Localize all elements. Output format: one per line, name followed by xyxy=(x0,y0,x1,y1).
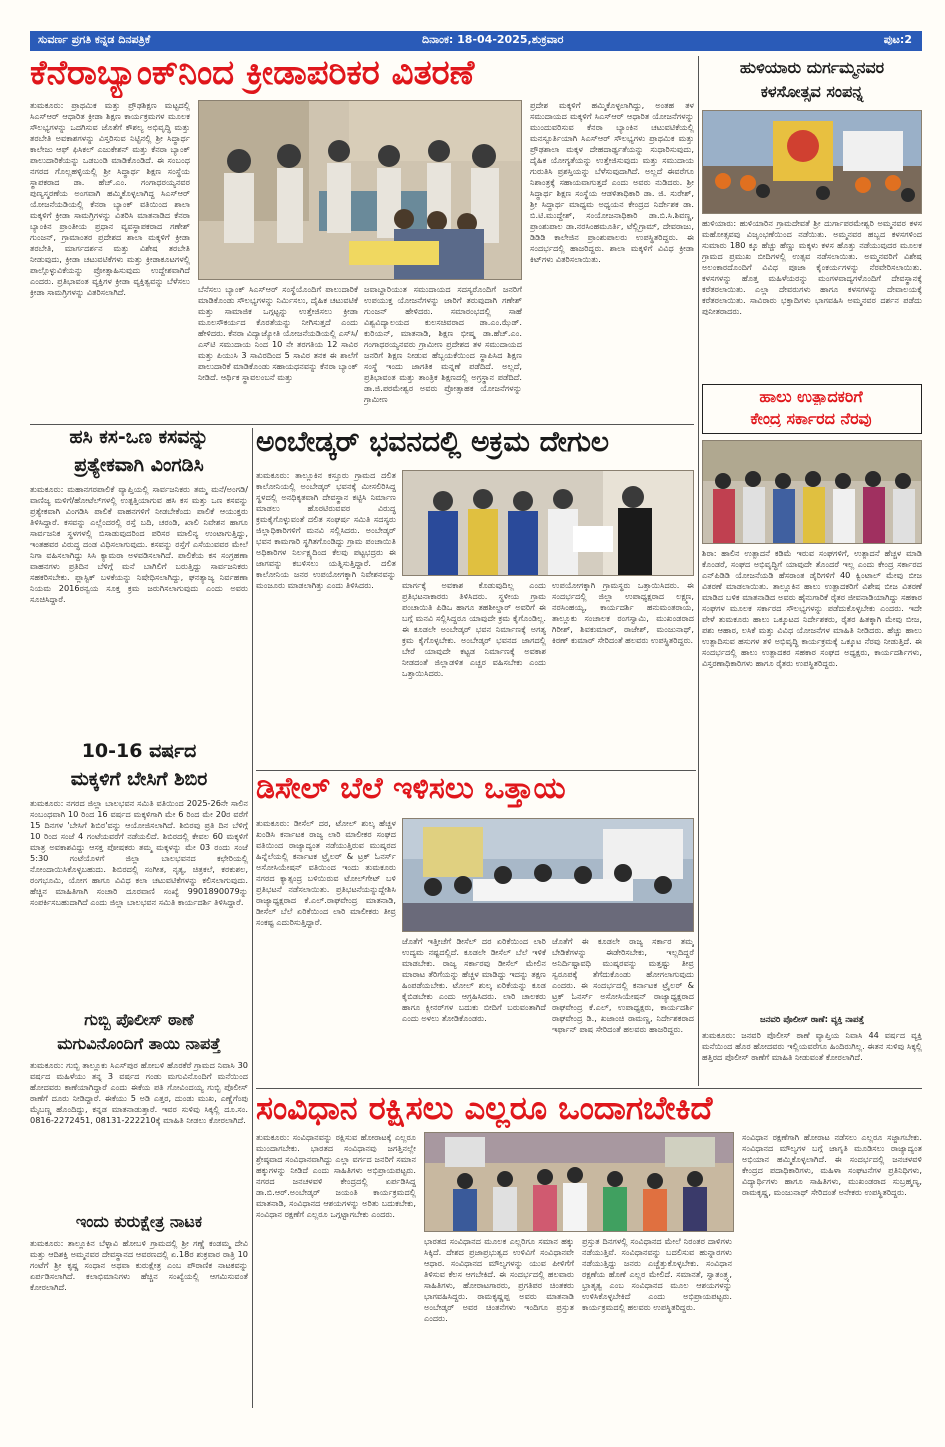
waste-headline-line2: ಪ್ರತ್ಯೇಕವಾಗಿ ವಿಂಗಡಿಸಿ xyxy=(74,456,204,476)
constitution-body-col3: ಪ್ರಸ್ತುತ ದಿನಗಳಲ್ಲಿ ಸಂವಿಧಾನದ ಮೇಲೆ ನಿರಂತರ ದಾಳಿಗಳು ನಡೆಯುತ್ತಿವೆ. ಸಂವಿಧಾನವನ್ನು ಬದಲಿಸುವ ಹುನ್ನಾರಗಳು ನಡೆಯುತ್ತಿದ್ದು ಜನರು ಎಚ್ಚೆತ್ತುಕೊಳ್ಳಬೇಕು. ಸಂವಿಧಾನ ರಕ್ಷಣೆಯ ಹೊಣೆ ಎಲ್ಲರ ಮೇಲಿದೆ. ಸಮಾನತೆ, ಸ್ವಾತಂತ್ರ್ಯ, ಭ್ರಾತೃತ್ವ ಎಂಬ ಸಂವಿಧಾನದ ಮೂಲ ಆಶಯಗಳನ್ನು ಉಳಿಸಿಕೊಳ್ಳಬೇಕಿದೆ ಎಂದು ಅಭಿಪ್ರಾಯಪಟ್ಟರು. ಕಾರ್ಯಕ್ರಮದಲ್ಲಿ ಹಲವರು ಉಪಸ್ಥಿತರಿದ್ದರು. xyxy=(582,1236,732,1312)
ambedkar-headline: ಅಂಬೇಡ್ಕರ್ ಭವನದಲ್ಲಿ ಅಕ್ರಮ ದೇಗುಲ xyxy=(256,428,610,458)
drama-body: ತುಮಕೂರು: ತಾಲ್ಲೂಕಿನ ಬೆಳ್ಳಾವಿ ಹೋಬಳಿ ಗ್ರಾಮದಲ್ಲಿ ಶ್ರೀ ಗಣ್ಣೆ ಕಂಡಮ್ಮ ದೇವಿ ಮತ್ತು ಆದಿಶಕ್ತಿ ಅಮ್ಮನವರ ದೇವಸ್ಥಾನದ ಆವರಣದಲ್ಲಿ ಏ.18ರ ಶುಕ್ರವಾರ ರಾತ್ರಿ 10 ಗಂಟೆಗೆ ಶ್ರೀ ಕೃಷ್ಣ ಸಂಧಾನ ಅಥವಾ ಕುರುಕ್ಷೇತ್ರ ಎಂಬ ಪೌರಾಣಿಕ ನಾಟಕವನ್ನು ಏರ್ಪಡಿಸಲಾಗಿದೆ. ಕಲಾಭಿಮಾನಿಗಳು ಹೆಚ್ಚಿನ ಸಂಖ್ಯೆಯಲ್ಲಿ ಆಗಮಿಸುವಂತೆ ಕೋರಲಾಗಿದೆ. xyxy=(30,1238,248,1292)
camp-headline-line2: ಮಕ್ಕಳಿಗೆ ಬೇಸಿಗೆ ಶಿಬಿರ xyxy=(70,770,208,790)
constitution-photo-image xyxy=(425,1133,734,1232)
ambedkar-body-col3: ಮಾರ್ಗಕ್ಕೆ ಅವಕಾಶ ಕೊಡುವುದಿಲ್ಲ ಎಂದು ಪ್ರತಿಭಟನಾಕಾರರು ತಿಳಿಸಿದರು. ಸ್ಥಳೀಯ ಗ್ರಾಮ ಪಂಚಾಯಿತಿ ಪಿಡಿಒ ಹಾಗೂ ತಹಶೀಲ್ದಾರ್ ಅವರಿಗೆ ಈ ಬಗ್ಗೆ ಮನವಿ ಸಲ್ಲಿಸಿದ್ದರೂ ಯಾವುದೇ ಕ್ರಮ ಕೈಗೊಂಡಿಲ್ಲ. ಈ ಕೂಡಲೇ ಅಂಬೇಡ್ಕರ್ ಭವನ ನಿರ್ಮಾಣಕ್ಕೆ ಅಗತ್ಯ ಕ್ರಮ ಕೈಗೊಳ್ಳಬೇಕು. ಅಂಬೇಡ್ಕರ್ ಭವನದ ಜಾಗದಲ್ಲಿ ಬೇರೆ ಯಾವುದೇ ಕಟ್ಟಡ ನಿರ್ಮಾಣಕ್ಕೆ ಅವಕಾಶ ನೀಡದಂತೆ ಜಿಲ್ಲಾಡಳಿತ ಎಚ್ಚರ ವಹಿಸಬೇಕು ಎಂದು ಒತ್ತಾಯಿಸಿದರು. xyxy=(402,580,546,678)
ambedkar-photo-image xyxy=(403,471,694,576)
ambedkar-body-col4: ಉಪಯೋಗಕ್ಕಾಗಿ ಗ್ರಾಮಸ್ಥರು ಒತ್ತಾಯಿಸಿದರು. ಈ ಸಂದರ್ಭದಲ್ಲಿ ಜಿಲ್ಲಾ ಉಪಾಧ್ಯಕ್ಷರಾದ ಲಕ್ಷ್ಮಣ, ನರಸಿಂಹಯ್ಯ, ಕಾರ್ಯದರ್ಶಿ ಹನುಮಂತರಾಯ, ತಾಲ್ಲೂಕು ಸಂಚಾಲಕ ರಂಗಸ್ವಾಮಿ, ಮುಖಂಡರಾದ ಗಿರೀಶ್, ಶಿವಕುಮಾರ್, ರಾಜೇಶ್, ಮಂಜುನಾಥ್, ಕಿರಣ್ ಕುಮಾರ್ ಸೇರಿದಂತೆ ಹಲವರು ಉಪಸ್ಥಿತರಿದ್ದರು. xyxy=(552,580,694,645)
gubbi-headline-line2: ಮಗುವಿನೊಂದಿಗೆ ತಾಯಿ ನಾಪತ್ತೆ xyxy=(57,1036,221,1053)
missing-person-subheading: ಜನವರಿ ಪೊಲೀಸ್ ಠಾಣೆ: ವ್ಯಕ್ತಿ ನಾಪತ್ತೆ xyxy=(759,1016,864,1025)
section-rule-2 xyxy=(256,770,696,771)
milk-photo-image xyxy=(703,441,922,544)
milk-body: ಶಿರಾ: ಹಾಲಿನ ಉತ್ಪಾದನೆ ಕಡಿಮೆ ಇರುವ ಸಂಘಗಳಿಗೆ, ಉತ್ಪಾದನೆ ಹೆಚ್ಚಳ ಮಾಡಿ ಕೊಂಡರೆ, ಸಂಘದ ಅಭಿವೃದ್ಧಿಗೆ ಯಾವುದೇ ತೊಂದರೆ ಇಲ್ಲ ಎಂದು ಕೇಂದ್ರ ಸರ್ಕಾರದ ಎನ್‌ಪಿಡಿಡಿ ಯೋಜನೆಯಡಿ ಹೆಸರಾಂತ ಡೈರಿಗಳಿಗೆ 40 ಕ್ವಿಂಟಾಲ್ ಮೇವು ಬೀಜ ವಿತರಣೆ ಮಾಡಲಾಯಿತು. ತಾಲ್ಲೂಕಿನ ಹಾಲು ಉತ್ಪಾದಕರಿಗೆ ವಿಶೇಷ ಬೀಜ ವಿತರಣೆ ಮಾಡಿದ ಬಳಿಕ ಮಾತನಾಡಿದ ಅವರು ಹೈನುಗಾರಿಕೆ ರೈತರ ಜೀವನಾಡಿಯಾಗಿದ್ದು ಸಹಕಾರ ಸಂಘಗಳ ಮೂಲಕ ಸರ್ಕಾರದ ಸೌಲಭ್ಯಗಳನ್ನು ಪಡೆದುಕೊಳ್ಳಬೇಕು ಎಂದರು. ಇದೇ ವೇಳೆ ತುಮಕೂರು ಹಾಲು ಒಕ್ಕೂಟದ ನಿರ್ದೇಶಕರು, ರೈತರ ಹಿತಕ್ಕಾಗಿ ಮೇವು ಬೀಜ, ಪಶು ಆಹಾರ, ಲಸಿಕೆ ಮತ್ತು ವಿವಿಧ ಯೋಜನೆಗಳ ಮಾಹಿತಿ ನೀಡಿದರು. ಹೆಚ್ಚು ಹಾಲು ಉತ್ಪಾದಿಸುವ ಹಸುಗಳ ತಳಿ ಅಭಿವೃದ್ಧಿ ಕಾರ್ಯಕ್ರಮಕ್ಕೆ ಒಕ್ಕೂಟ ನೆರವು ನೀಡುತ್ತಿದೆ. ಈ ಸಂದರ್ಭದಲ್ಲಿ ಹಾಲು ಉತ್ಪಾದಕರ ಸಹಕಾರ ಸಂಘದ ಅಧ್ಯಕ್ಷರು, ಕಾರ್ಯದರ್ಶಿಗಳು, ವಿಸ್ತರಣಾಧಿಕಾರಿಗಳು ಹಾಗೂ ರೈತರು ಉಪಸ್ಥಿತರಿದ್ದರು. xyxy=(702,548,922,668)
page-number: ಪುಟ:2 xyxy=(883,33,912,46)
constitution-body-col2: ಭಾರತದ ಸಂವಿಧಾನದ ಮೂಲಕ ಎಲ್ಲರಿಗೂ ಸಮಾನ ಹಕ್ಕು ಸಿಕ್ಕಿದೆ. ದೇಶದ ಪ್ರಜಾಪ್ರಭುತ್ವದ ಉಳಿವಿಗೆ ಸಂವಿಧಾನವೇ ಆಧಾರ. ಸಂವಿಧಾನದ ಮೌಲ್ಯಗಳನ್ನು ಯುವ ಪೀಳಿಗೆಗೆ ತಿಳಿಸುವ ಕೆಲಸ ಆಗಬೇಕಿದೆ. ಈ ಸಂದರ್ಭದಲ್ಲಿ ಹಲವಾರು ಸಾಹಿತಿಗಳು, ಹೋರಾಟಗಾರರು, ಪ್ರಗತಿಪರ ಚಿಂತಕರು ಭಾಗವಹಿಸಿದ್ದರು. ರಾಮಕೃಷ್ಣಪ್ಪ ಅವರು ಮಾತನಾಡಿ ಅಂಬೇಡ್ಕರ್ ಅವರ ಚಿಂತನೆಗಳು ಇಂದಿಗೂ ಪ್ರಸ್ತುತ ಎಂದರು. xyxy=(424,1236,574,1323)
milk-headline-line2: ಕೇಂದ್ರ ಸರ್ಕಾರದ ನೆರವು xyxy=(750,411,872,427)
constitution-body-col4: ಸಂವಿಧಾನ ರಕ್ಷಣೆಗಾಗಿ ಹೋರಾಟ ನಡೆಸಲು ಎಲ್ಲರೂ ಸಜ್ಜಾಗಬೇಕು. ಸಂವಿಧಾನದ ಮೌಲ್ಯಗಳ ಬಗ್ಗೆ ಜಾಗೃತಿ ಮೂಡಿಸಲು ರಾಜ್ಯಾದ್ಯಂತ ಅಭಿಯಾನ ಹಮ್ಮಿಕೊಳ್ಳಲಾಗಿದೆ. ಈ ಸಂದರ್ಭದಲ್ಲಿ ಜನಚಳವಳಿ ಕೇಂದ್ರದ ಪದಾಧಿಕಾರಿಗಳು, ಮಹಿಳಾ ಸಂಘಟನೆಗಳ ಪ್ರತಿನಿಧಿಗಳು, ವಿದ್ಯಾರ್ಥಿಗಳು ಹಾಗೂ ಸಾಹಿತಿಗಳು, ಮುಖಂಡರಾದ ಸುಬ್ರಹ್ಮಣ್ಯ, ರಾಮಕೃಷ್ಣ, ಮಂಜುನಾಥ್ ಸೇರಿದಂತೆ ಅನೇಕರು ಉಪಸ್ಥಿತರಿದ್ದರು. xyxy=(742,1132,922,1197)
ambedkar-body-col1: ತುಮಕೂರು: ತಾಲ್ಲೂಕಿನ ಕಸ್ತೂರು ಗ್ರಾಮದ ದಲಿತ ಕಾಲೋನಿಯಲ್ಲಿ ಅಂಬೇಡ್ಕರ್ ಭವನಕ್ಕೆ ಮೀಸಲಿರಿಸಿದ್ದ ಸ್ಥಳದಲ್ಲಿ ಅನಧಿಕೃತವಾಗಿ ದೇವಸ್ಥಾನ ಕಟ್ಟಿಸಿ ನಿರ್ಮಾಣ ಮಾಡಲು ಹೊರಟಿರುವವರ ವಿರುದ್ಧ ಕ್ರಮಕೈಗೊಳ್ಳುವಂತೆ ದಲಿತ ಸಂಘರ್ಷ ಸಮಿತಿ ಸದಸ್ಯರು ಜಿಲ್ಲಾಧಿಕಾರಿಗಳಿಗೆ ಮನವಿ ಸಲ್ಲಿಸಿದರು. ಅಂಬೇಡ್ಕರ್ ಭವನ ಕಾಮಗಾರಿ ಸ್ಥಗಿತಗೊಂಡಿದ್ದು ಗ್ರಾಮ ಪಂಚಾಯಿತಿ ಅಧಿಕಾರಿಗಳ ನಿರ್ಲಕ್ಷ್ಯದಿಂದ ಕೆಲವು ಪಟ್ಟಭದ್ರರು ಈ ಜಾಗವನ್ನು ಕಬಳಿಸಲು ಯತ್ನಿಸುತ್ತಿದ್ದಾರೆ. ದಲಿತ ಕಾಲೋನಿಯ ಜನರ ಉಪಯೋಗಕ್ಕಾಗಿ ನಿವೇಶನವನ್ನು ಮಂಜೂರು ಮಾಡಲಾಗಿತ್ತು ಎಂದು ತಿಳಿಸಿದರು. xyxy=(256,470,396,590)
canara-headline: ಕೆನೆರಾಬ್ಯಾಂಕ್‌ನಿಂದ ಕ್ರೀಡಾಪರಿಕರ ವಿತರಣೆ xyxy=(30,56,475,93)
section-rule-3 xyxy=(256,1088,922,1089)
masthead-band xyxy=(30,31,922,51)
huliyar-headline-line2: ಕಳಸೋತ್ಸವ ಸಂಪನ್ನ xyxy=(760,84,864,101)
huliyar-photo xyxy=(702,110,922,214)
diesel-body-col2: ಜೊತೆಗೆ ಇತ್ತೀಚೆಗೆ ಡೀಸೆಲ್ ದರ ಏರಿಕೆಯಿಂದ ಲಾರಿ ಉದ್ಯಮ ನಷ್ಟದಲ್ಲಿದೆ. ಕೂಡಲೇ ಡೀಸೆಲ್ ಬೆಲೆ ಇಳಿಕೆ ಮಾಡಬೇಕು. ರಾಜ್ಯ ಸರ್ಕಾರವು ಡೀಸೆಲ್ ಮೇಲಿನ ಮಾರಾಟ ತೆರಿಗೆಯನ್ನು ಹೆಚ್ಚಳ ಮಾಡಿದ್ದು ಇದನ್ನು ತಕ್ಷಣ ಹಿಂಪಡೆಯಬೇಕು. ಟೋಲ್ ಶುಲ್ಕ ಏರಿಕೆಯನ್ನು ಕೂಡ ಕೈಬಿಡಬೇಕು ಎಂದು ಆಗ್ರಹಿಸಿದರು. ಲಾರಿ ಚಾಲಕರು ಹಾಗೂ ಕ್ಲೀನರ್‌ಗಳ ಬದುಕು ಬೀದಿಗೆ ಬರುವಂತಾಗಿದೆ ಎಂದು ಅಳಲು ತೋಡಿಕೊಂಡರು. xyxy=(402,936,546,1023)
issue-date: ದಿನಾಂಕ: 18-04-2025,ಶುಕ್ರವಾರ xyxy=(422,33,564,46)
canara-photo-image xyxy=(199,101,522,280)
constitution-body-col1: ತುಮಕೂರು: ಸಂವಿಧಾನವನ್ನು ರಕ್ಷಿಸುವ ಹೋರಾಟಕ್ಕೆ ಎಲ್ಲರೂ ಮುಂದಾಗಬೇಕು. ಭಾರತದ ಸಂವಿಧಾನವು ಜಗತ್ತಿನಲ್ಲೇ ಶ್ರೇಷ್ಠವಾದ ಸಂವಿಧಾನವಾಗಿದ್ದು ಎಲ್ಲಾ ವರ್ಗದ ಜನರಿಗೆ ಸಮಾನ ಹಕ್ಕುಗಳನ್ನು ನೀಡಿದೆ ಎಂದು ಸಾಹಿತಿಗಳು ಅಭಿಪ್ರಾಯಪಟ್ಟರು. ನಗರದ ಜನಚಳವಳಿ ಕೇಂದ್ರದಲ್ಲಿ ಏರ್ಪಡಿಸಿದ್ದ ಡಾ.ಬಿ.ಆರ್.ಅಂಬೇಡ್ಕರ್ ಜಯಂತಿ ಕಾರ್ಯಕ್ರಮದಲ್ಲಿ ಮಾತನಾಡಿ, ಸಂವಿಧಾನದ ಆಶಯಗಳನ್ನು ಅರಿತು ಬದುಕಬೇಕು, ಸಂವಿಧಾನ ರಕ್ಷಣೆಗೆ ಎಲ್ಲರೂ ಒಗ್ಗಟ್ಟಾಗಬೇಕು ಎಂದರು. xyxy=(256,1132,416,1219)
column-rule-right xyxy=(698,56,699,1086)
canara-body-col4: ಪ್ರದೇಶ ಮಕ್ಕಳಿಗೆ ಹಮ್ಮಿಕೊಳ್ಳಲಾಗಿದ್ದು, ಅಂತಹ ತಳ ಸಮುದಾಯದ ಮಕ್ಕಳಿಗೆ ಸಿಎಸ್‌ಆರ್ ಆಧಾರಿತ ಯೋಜನೆಗಳನ್ನು ಮುಂದುವರಿಸುವ ಕೆನರಾ ಬ್ಯಾಂಕಿನ ಚಟುವಟಿಕೆಯಲ್ಲಿ ಮನಸ್ಪೂರ್ತಿಯಾಗಿ ಸಿಎಸ್‌ಆರ್ ಸೌಲಭ್ಯಗಳು ಪ್ರಾಥಮಿಕ ಮತ್ತು ಪ್ರೌಢಶಾಲಾ ಮಕ್ಕಳ ದೇಹದಾರ್ಢ್ಯತೆಯನ್ನು ಸುಧಾರಿಸುವುದು, ದೈಹಿಕ ಯೋಗ್ಯತೆಯನ್ನು ಉತ್ತೇಜಿಸುವುದು ಮತ್ತು ಸಮುದಾಯ ಗುರುತಿಸಿ ಪ್ರಶಸ್ತಿಯನ್ನು ಬೆಳೆಸುವುದಾಗಿದೆ. ಅಲ್ಲದೆ ಈವರೆಗೂ ನಿಶಾಂತ್ರಕ್ಕೆ ಸಹಾಯವಾಗುತ್ತದೆ ಎಂದು ಅವರು ನುಡಿದರು. ಶ್ರೀ ಸಿದ್ಧಾರ್ಥ ಶಿಕ್ಷಣ ಸಂಸ್ಥೆಯ ಆಡಳಿತಾಧಿಕಾರಿ ಡಾ. ಜಿ. ಸುರೇಶ್, ಶ್ರೀ ಸಿದ್ಧಾರ್ಥ ಮಾಧ್ಯಮ ಅಧ್ಯಯನ ಕೇಂದ್ರದ ನಿರ್ದೇಶಕ ಡಾ. ಬಿ.ಟಿ.ಮುದ್ದೇಶ್, ಸಂಯೋಜನಾಧಿಕಾರಿ ಡಾ.ಬಿ.ಸಿ.ಶಿವಣ್ಣ, ಪ್ರಾಂಶುಪಾಲ ಡಾ.ನರಸಿಂಹಮೂರ್ತಿ, ಟೆಲ್ಲಿಗ್ರಾಮ್, ದೇವರಾಜು, ಡಿಡಿಡಿ ಕಾಲೇಜಿನ ಪ್ರಾಂಶುಪಾಲರು ಉಪಸ್ಥಿತರಿದ್ದರು. ಈ ಸಂದರ್ಭದಲ್ಲಿ ಹಾಜರಿದ್ದರು. ಶಾಲಾ ಮಕ್ಕಳಿಗೆ ವಿವಿಧ ಕ್ರೀಡಾ ಕಿಟ್‌ಗಳು ವಿತರಿಸಲಾಯಿತು. xyxy=(530,100,694,264)
section-rule-1 xyxy=(30,424,694,425)
camp-headline-line1: 10-16 ವರ್ಷದ xyxy=(81,742,197,762)
camp-body: ತುಮಕೂರು: ನಗರದ ಜಿಲ್ಲಾ ಬಾಲಭವನ ಸಮಿತಿ ವತಿಯಿಂದ 2025-26ನೇ ಸಾಲಿನ ಸಂಬಂಧವಾಗಿ 10 ರಿಂದ 16 ವರ್ಷದ ಮಕ್ಕಳಿಗಾಗಿ ಮೇ 6 ರಿಂದ ಮೇ 20ರ ವರೆಗೆ 15 ದಿನಗಳ 'ಬೇಸಿಗೆ ಶಿಬಿರ'ವನ್ನು ಆಯೋಜಿಸಲಾಗಿದೆ. ಶಿಬಿರವು ಪ್ರತಿ ದಿನ ಬೆಳಿಗ್ಗೆ 10 ರಿಂದ ಸಂಜೆ 4 ಗಂಟೆಯವರೆಗೆ ನಡೆಯಲಿದೆ. ಶಿಬಿರದಲ್ಲಿ ಕೇವಲ 60 ಮಕ್ಕಳಿಗೆ ಮಾತ್ರ ಅವಕಾಶವಿದ್ದು ಆಸಕ್ತ ಪೋಷಕರು ತಮ್ಮ ಮಕ್ಕಳನ್ನು ಮೇ 03 ರಂದು ಸಂಜೆ 5:30 ಗಂಟೆಯೊಳಗೆ ಜಿಲ್ಲಾ ಬಾಲಭವನದ ಕಛೇರಿಯಲ್ಲಿ ನೋಂದಾಯಿಸಿಕೊಳ್ಳಬಹುದು. ಶಿಬಿರದಲ್ಲಿ ಸಂಗೀತ, ನೃತ್ಯ, ಚಿತ್ರಕಲೆ, ಕರಕುಶಲ, ರಂಗಭೂಮಿ, ಯೋಗ ಹಾಗೂ ವಿವಿಧ ಕಲಾ ಚಟುವಟಿಕೆಗಳನ್ನು ಕಲಿಸಲಾಗುವುದು. ಹೆಚ್ಚಿನ ಮಾಹಿತಿಗಾಗಿ ಸಂಚಾರಿ ದೂರವಾಣಿ ಸಂಖ್ಯೆ 9901890079ನ್ನು ಸಂಪರ್ಕಿಸಬಹುದಾಗಿದೆ ಎಂದು ಜಿಲ್ಲಾ ಬಾಲಭವನ ಸಮಿತಿ ಕಾರ್ಯದರ್ಶಿ ತಿಳಿಸಿದ್ದಾರೆ. xyxy=(30,798,248,907)
canara-body-col3: ಜವಾಬ್ದಾರಿಯುತ ಸಮುದಾಯದ ಸದಸ್ಯರೊಂದಿಗೆ ಜನರಿಗೆ ಉಪಯುಕ್ತ ಯೋಜನೆಗಳನ್ನು ಜಾರಿಗೆ ತರುವುದಾಗಿ ಗಣೇಶ್ ಗುಂಜನ್ ಹೇಳಿದರು. ಸಮಾರಂಭದಲ್ಲಿ ಸಾಹೆ ವಿಶ್ವವಿದ್ಯಾಲಯದ ಕುಲಸಚಿವರಾದ ಡಾ.ಎಂ.ಝೆಡ್. ಕುರಿಯನ್, ಮಾತನಾಡಿ, ಶಿಕ್ಷಣ ಭೀಷ್ಮ ಡಾ.ಹೆಚ್.ಎಂ. ಗಂಗಾಧರಯ್ಯನವರು ಗ್ರಾಮೀಣ ಪ್ರದೇಶದ ತಳ ಸಮುದಾಯದ ಜನರಿಗೆ ಶಿಕ್ಷಣ ನೀಡುವ ಹೆಬ್ಬಯಕೆಯಿಂದ ಸ್ಥಾಪಿಸಿದ ಶಿಕ್ಷಣ ಸಂಸ್ಥೆ ಇಂದು ಜಾಗತಿಕ ಮನ್ನಣೆ ಪಡೆದಿದೆ. ಅಲ್ಲದೆ, ಪ್ರತಿಭಾವಂತ ಮತ್ತು ತಾಂತ್ರಿಕ ಶಿಕ್ಷಣದಲ್ಲಿ ಅಗ್ರಸ್ಥಾನ ಪಡೆದಿದೆ. ಡಾ.ಜಿ.ಪರಮೇಶ್ವರ ಅವರು ಪ್ರೋತ್ಸಾಹಕ ಯೋಜನೆಗಳನ್ನು ಗ್ರಾಮೀಣ xyxy=(364,284,522,404)
waste-headline-line1: ಹಸಿ ಕಸ-ಒಣ ಕಸವನ್ನು xyxy=(69,428,209,448)
diesel-photo xyxy=(402,818,694,932)
diesel-body-col3: ಜೊತೆಗೆ ಈ ಕೂಡಲೇ ರಾಜ್ಯ ಸರ್ಕಾರ ತಮ್ಮ ಬೇಡಿಕೆಗಳನ್ನು ಈಡೇರಿಸಬೇಕು, ಇಲ್ಲದಿದ್ದರೆ ಅನಿರ್ದಿಷ್ಟಾವಧಿ ಮುಷ್ಕರವನ್ನು ಮತ್ತಷ್ಟು ತೀವ್ರ ಸ್ವರೂಪಕ್ಕೆ ತೆಗೆದುಕೊಂಡು ಹೋಗಲಾಗುವುದು ಎಂದರು. ಈ ಸಂದರ್ಭದಲ್ಲಿ ಕರ್ನಾಟಕ ಟ್ರೈಲರ್ & ಟ್ರಕ್ ಓನರ್ಸ್ ಅಸೋಸಿಯೇಷನ್ ರಾಜ್ಯಾಧ್ಯಕ್ಷರಾದ ರಾಘವೇಂದ್ರ ಕೆ.ಎಲ್, ಉಪಾಧ್ಯಕ್ಷರು, ಕಾರ್ಯದರ್ಶಿ ರಾಘವೇಂದ್ರ ಡಿ., ಖಜಾಂಚಿ ರಾಮಣ್ಣ, ನಿರ್ದೇಶಕರಾದ ಇರ್ಫಾನ್ ಪಾಷ ಸೇರಿದಂತೆ ಹಲವರು ಹಾಜರಿದ್ದರು. xyxy=(552,936,694,1034)
milk-photo xyxy=(702,440,922,544)
diesel-headline: ಡಿಸೇಲ್ ಬೆಲೆ ಇಳಿಸಲು ಒತ್ತಾಯ xyxy=(256,774,566,806)
canara-photo xyxy=(198,100,522,280)
drama-headline: ಇಂದು ಕುರುಕ್ಷೇತ್ರ ನಾಟಕ xyxy=(75,1214,203,1231)
huliyar-body: ಹುಳಿಯಾರು: ಹುಳಿಯಾರಿನ ಗ್ರಾಮದೇವತೆ ಶ್ರೀ ದುರ್ಗಾಪರಮೇಶ್ವರಿ ಅಮ್ಮನವರ ಕಳಸ ಮಹೋತ್ಸವವು ವಿಜೃಂಭಣೆಯಿಂದ ನಡೆಯಿತು. ಅಮ್ಮನವರ ಹಬ್ಬದ ಕಳಸಗಳಿಂದ ಸುಮಾರು 180 ಕ್ಕೂ ಹೆಚ್ಚು ಹೆಣ್ಣು ಮಕ್ಕಳು ಕಳಸ ಹೊತ್ತು ನಡೆಯುವುದರ ಮೂಲಕ ಗ್ರಾಮದ ಪ್ರಮುಖ ಬೀದಿಗಳಲ್ಲಿ ಉತ್ಸವ ನಡೆಸಲಾಯಿತು. ಅಮ್ಮನವರಿಗೆ ವಿಶೇಷ ಅಲಂಕಾರದೊಂದಿಗೆ ವಿವಿಧ ಪೂಜಾ ಕೈಂಕರ್ಯಗಳನ್ನು ನೆರವೇರಿಸಲಾಯಿತು. ಕಳಸಗಳನ್ನು ಹೊತ್ತ ಮಹಿಳೆಯರನ್ನು ಮಂಗಳವಾದ್ಯಗಳೊಂದಿಗೆ ದೇವಸ್ಥಾನಕ್ಕೆ ಕರೆತರಲಾಯಿತು. ಎಲ್ಲಾ ದೇವರುಗಳು ಹಾಗೂ ಕಳಸಗಳನ್ನು ದೇವಾಲಯಕ್ಕೆ ಕರೆತರಲಾಯಿತು. ಸಾವಿರಾರು ಭಕ್ತಾದಿಗಳು ಭಾಗವಹಿಸಿ ಅಮ್ಮನವರ ದರ್ಶನ ಪಡೆದು ಪುನೀತರಾದರು. xyxy=(702,218,922,316)
milk-headline-line1: ಹಾಲು ಉತ್ಪಾದಕರಿಗೆ xyxy=(759,389,863,405)
milk-headline-box xyxy=(702,384,922,434)
diesel-photo-image xyxy=(403,819,694,932)
waste-body: ತುಮಕೂರು: ಮಹಾನಗರಪಾಲಿಕೆ ವ್ಯಾಪ್ತಿಯಲ್ಲಿ ಸಾರ್ವಜನಿಕರು ತಮ್ಮ ಮನೆ/ಅಂಗಡಿ/ವಾಣಿಜ್ಯ ಮಳಿಗೆ/ಹೋಟೆಲ್‌ಗಳಲ್ಲಿ ಉತ್ಪತ್ತಿಯಾಗುವ ಹಸಿ ಕಸ ಮತ್ತು ಒಣ ಕಸವನ್ನು ಪ್ರತ್ಯೇಕವಾಗಿ ವಿಂಗಡಿಸಿ ಪಾಲಿಕೆ ವಾಹನಗಳಿಗೆ ನೀಡಬೇಕೆಂದು ಪಾಲಿಕೆ ಆಯುಕ್ತರು ತಿಳಿಸಿದ್ದಾರೆ. ಕಸವನ್ನು ಎಲ್ಲೆಂದರಲ್ಲಿ ರಸ್ತೆ ಬದಿ, ಚರಂಡಿ, ಖಾಲಿ ನಿವೇಶನ ಹಾಗೂ ಸಾರ್ವಜನಿಕ ಸ್ಥಳಗಳಲ್ಲಿ ಬಿಸಾಡುವುದರಿಂದ ಪರಿಸರ ಮಾಲಿನ್ಯ ಉಂಟಾಗುತ್ತಿದ್ದು, ಇಂತಹವರ ವಿರುದ್ಧ ದಂಡ ವಿಧಿಸಲಾಗುವುದು. ಕಸವನ್ನು ರಸ್ತೆಗೆ ಎಸೆಯುವವರ ಮೇಲೆ ನಿಗಾ ವಹಿಸಲಾಗಿದ್ದು ಸಿಸಿ ಕ್ಯಾಮರಾ ಅಳವಡಿಸಲಾಗಿದೆ. ಪಾಲಿಕೆಯ ಕಸ ಸಂಗ್ರಹಣಾ ವಾಹನಗಳು ಪ್ರತಿದಿನ ಬೆಳಿಗ್ಗೆ ಮನೆ ಬಾಗಿಲಿಗೆ ಬರುತ್ತಿದ್ದು ಸಾರ್ವಜನಿಕರು ಸಹಕರಿಸಬೇಕು. ಪ್ಲಾಸ್ಟಿಕ್ ಬಳಕೆಯನ್ನು ನಿಷೇಧಿಸಲಾಗಿದ್ದು, ಘನತ್ಯಾಜ್ಯ ನಿರ್ವಹಣಾ ನಿಯಮ 2016ರನ್ವಯ ಸೂಕ್ತ ಕ್ರಮ ಜರುಗಿಸಲಾಗುವುದು ಎಂದು ಅವರು ಸೂಚಿಸಿದ್ದಾರೆ. xyxy=(30,484,248,604)
column-rule-left xyxy=(252,428,253,1408)
constitution-photo xyxy=(424,1132,734,1232)
diesel-body-col1: ತುಮಕೂರು: ಡೀಸೆಲ್ ದರ, ಟೋಲ್ ಶುಲ್ಕ ಹೆಚ್ಚಳ ಖಂಡಿಸಿ ಕರ್ನಾಟಕ ರಾಜ್ಯ ಲಾರಿ ಮಾಲೀಕರ ಸಂಘದ ವತಿಯಿಂದ ರಾಜ್ಯಾದ್ಯಂತ ನಡೆಯುತ್ತಿರುವ ಮುಷ್ಕರದ ಹಿನ್ನೆಲೆಯಲ್ಲಿ ಕರ್ನಾಟಕ ಟ್ರೈಲರ್ & ಟ್ರಕ್ ಓನರ್ಸ್ ಅಸೋಸಿಯೇಷನ್ ವತಿಯಿಂದ ಇಂದು ತುಮಕೂರು ನಗರದ ಕ್ಯಾತ್ಸಂದ್ರ ಬಳಿಯಿರುವ ಟೋಲ್‌ಗೇಟ್ ಬಳಿ ಪ್ರತಿಭಟನೆ ನಡೆಸಲಾಯಿತು. ಪ್ರತಿಭಟನೆಯನ್ನುದ್ದೇಶಿಸಿ ರಾಜ್ಯಾಧ್ಯಕ್ಷರಾದ ಕೆ.ಎಲ್.ರಾಘವೇಂದ್ರ ಮಾತನಾಡಿ, ಡೀಸೆಲ್ ಬೆಲೆ ಏರಿಕೆಯಿಂದ ಲಾರಿ ಮಾಲೀಕರು ತೀವ್ರ ಸಂಕಷ್ಟ ಎದುರಿಸುತ್ತಿದ್ದಾರೆ. xyxy=(256,818,396,927)
missing-person-body: ತುಮಕೂರು: ಜನವರಿ ಪೊಲೀಸ್ ಠಾಣೆ ವ್ಯಾಪ್ತಿಯ ನಿವಾಸಿ 44 ವರ್ಷದ ವ್ಯಕ್ತಿ ಮನೆಯಿಂದ ಹೊರ ಹೋದವರು ಇಲ್ಲಿಯವರೆಗೂ ಹಿಂದಿರುಗಿಲ್ಲ. ಈತನ ಸುಳಿವು ಸಿಕ್ಕಲ್ಲಿ ಹತ್ತಿರದ ಪೊಲೀಸ್ ಠಾಣೆಗೆ ಮಾಹಿತಿ ನೀಡುವಂತೆ ಕೋರಲಾಗಿದೆ. xyxy=(702,1030,922,1062)
paper-name: ಸುವರ್ಣ ಪ್ರಗತಿ ಕನ್ನಡ ದಿನಪತ್ರಿಕೆ xyxy=(38,33,151,46)
gubbi-body: ತುಮಕೂರು: ಗುಬ್ಬಿ ತಾಲ್ಲೂಕು ಸಿಎಸ್‌ಪುರ ಹೋಬಳಿ ಹೊರಕೆರೆ ಗ್ರಾಮದ ನಿವಾಸಿ 30 ವರ್ಷದ ಮಹಿಳೆಯು ತನ್ನ 3 ವರ್ಷದ ಗಂಡು ಮಗುವಿನೊಂದಿಗೆ ಮನೆಯಿಂದ ಹೋದವರು ಕಾಣೆಯಾಗಿದ್ದಾರೆ ಎಂದು ಈಕೆಯ ಪತಿ ಗೋವಿಂದಯ್ಯ ಗುಬ್ಬಿ ಪೊಲೀಸ್ ಠಾಣೆಗೆ ದೂರು ನೀಡಿದ್ದಾರೆ. ಈಕೆಯು 5 ಅಡಿ ಎತ್ತರ, ದುಂಡು ಮುಖ, ಎಣ್ಣೆಗೆಂಪು ಮೈಬಣ್ಣ ಹೊಂದಿದ್ದು, ಕನ್ನಡ ಮಾತನಾಡುತ್ತಾರೆ. ಇವರ ಸುಳಿವು ಸಿಕ್ಕಲ್ಲಿ ದೂ.ಸಂ. 0816-2272451, 08131-222210ಕ್ಕೆ ಮಾಹಿತಿ ನೀಡಲು ಕೋರಲಾಗಿದೆ. xyxy=(30,1060,248,1125)
huliyar-headline-line1: ಹುಳಿಯಾರು ದುರ್ಗಮ್ಮನವರ xyxy=(739,60,885,77)
ambedkar-photo xyxy=(402,470,694,576)
canara-body-col2: ಬೆನೆಸಲು ಬ್ಯಾಂಕ್ ಸಿಎಸ್‌ಆರ್ ಸಂಸ್ಥೆಯೊಂದಿಗೆ ಪಾಲುದಾರಿಕೆ ಮಾಡಿಕೊಂಡು ಸೌಲಭ್ಯಗಳನ್ನು ನಿರ್ಮಿಸಲು, ದೈಹಿಕ ಚಟುವಟಿಕೆ ಮತ್ತು ಸಾಮಾಜಿಕ ಒಗ್ಗಟ್ಟನ್ನು ಉತ್ತೇಜಿಸಲು ಕ್ರೀಡಾ ಮೂಲಸೌಕರ್ಯದ ಕೊರತೆಯನ್ನು ನೀಗಿಸುತ್ತದೆ ಎಂದು ಹೇಳಿದರು. ಕೆನರಾ ವಿದ್ಯಾಜ್ಯೋತಿ ಯೋಜನೆಯಡಿಯಲ್ಲಿ ಎಸ್‌ಸಿ/ಎಸ್‌ಟಿ ಸಮುದಾಯ ನಿಂದ 10 ನೇ ತರಗತಿಯ 12 ಸಾವಿರ ಮತ್ತು ಪಿಯುಸಿ 3 ಸಾವಿರದಿಂದ 5 ಸಾವಿರ ತನಕ ಈ ಶಾಲೆಗೆ ಪಾಲುದಾರಿಕೆ ಮಾಡಿಕೊಂಡು ಸಹಾಯಧನವನ್ನು ಕೆನರಾ ಬ್ಯಾಂಕ್ ನೀಡಿದೆ. ಆರ್ಥಿಕ ಸ್ಥಾವಲಂಬನೆ ಮತ್ತು xyxy=(198,284,358,382)
canara-body-col1: ತುಮಕೂರು: ಪ್ರಾಥಮಿಕ ಮತ್ತು ಪ್ರೌಢಶಿಕ್ಷಣ ಮಟ್ಟದಲ್ಲಿ ಸಿಎಸ್‌ಆರ್ ಆಧಾರಿತ ಕ್ರೀಡಾ ಶಿಕ್ಷಣ ಕಾರ್ಯಕ್ರಮಗಳ ಮೂಲಕ ಸೌಲಭ್ಯಗಳನ್ನು ಒದಗಿಸುವ ಜೊತೆಗೆ ಕೌಶಲ್ಯ ಅಭಿವೃದ್ಧಿ ಮತ್ತು ತರಬೇತಿ ಅವಕಾಶಗಳನ್ನು ವಿಸ್ತರಿಸುವ ನಿಟ್ಟಿನಲ್ಲಿ ಶ್ರೀ ಸಿದ್ಧಾರ್ಥ ಕಾಲೇಜು ಆಫ್ ಫಿಸಿಕಲ್ ಎಜುಕೇಶನ್ ಮತ್ತು ಕೆನರಾ ಬ್ಯಾಂಕ್ ಪಾಲುದಾರಿಕೆಯನ್ನು ಒಡಬಂಡಿ ಮಾಡಿಕೊಂಡಿದೆ. ಈ ಸಂಬಂಧ ನಗರದ ಗೊಲ್ಲಹಳ್ಳಿಯಲ್ಲಿ ಶ್ರೀ ಸಿದ್ಧಾರ್ಥ ಶಿಕ್ಷಣ ಸಂಸ್ಥೆಯ ಸ್ಥಾಪಕರಾದ ಡಾ. ಹೆಚ್.ಎಂ. ಗಂಗಾಧರಯ್ಯನವರ ಪುಣ್ಯಸ್ಮರಣೆಯ ಅಂಗವಾಗಿ ಹಮ್ಮಿಕೊಳ್ಳಲಾಗಿದ್ದ ಸಿಎಸ್‌ಆರ್ ಯೋಜನೆಯಡಿಯಲ್ಲಿ ಕೆನರಾ ಬ್ಯಾಂಕ್ ವತಿಯಿಂದ ಶಾಲಾ ಮಕ್ಕಳಿಗೆ ಕ್ರೀಡಾ ಸಾಮಗ್ರಿಗಳನ್ನು ವಿತರಿಸಿ ಮಾತನಾಡಿದ ಕೆನರಾ ಬ್ಯಾಂಕಿನ ಪ್ರಾಂತೀಯ ಪ್ರಧಾನ ವ್ಯವಸ್ಥಾಪಕರಾದ ಗಣೇಶ್ ಗುಂಜನ್, ಗ್ರಾಮಾಂತರ ಪ್ರದೇಶದ ಶಾಲಾ ಮಕ್ಕಳಿಗೆ ಕ್ರೀಡಾ ತರಬೇತಿ, ಮಾರ್ಗದರ್ಶನ ಮತ್ತು ವಿಶೇಷ ತರಬೇತಿ ನೀಡುವುದು, ಕ್ರೀಡಾ ಚಟುವಟಿಕೆಗಳು ಮತ್ತು ಕ್ರೀಡಾಕೂಟಗಳಲ್ಲಿ ಪಾಲ್ಗೊಳ್ಳುವಿಕೆಯನ್ನು ಪ್ರೋತ್ಸಾಹಿಸುವುದು ಉದ್ದೇಶವಾಗಿದೆ ಎಂದರು. ಪ್ರತಿಭಾವಂತ ವ್ಯಕ್ತಿಗಳ ಕ್ರೀಡಾ ವ್ಯಕ್ತಿತ್ವವನ್ನು ಬೆಳೆಸಲು ಕ್ರೀಡಾ ಸಾಮಗ್ರಿಗಳನ್ನು ವಿತರಿಸಲಾಗಿದೆ. xyxy=(30,100,190,297)
constitution-headline: ಸಂವಿಧಾನ ರಕ್ಷಿಸಲು ಎಲ್ಲರೂ ಒಂದಾಗಬೇಕಿದೆ xyxy=(256,1092,713,1127)
gubbi-headline-line1: ಗುಬ್ಬಿ ಪೊಲೀಸ್ ಠಾಣೆ xyxy=(84,1012,194,1029)
huliyar-photo-image xyxy=(703,111,922,214)
